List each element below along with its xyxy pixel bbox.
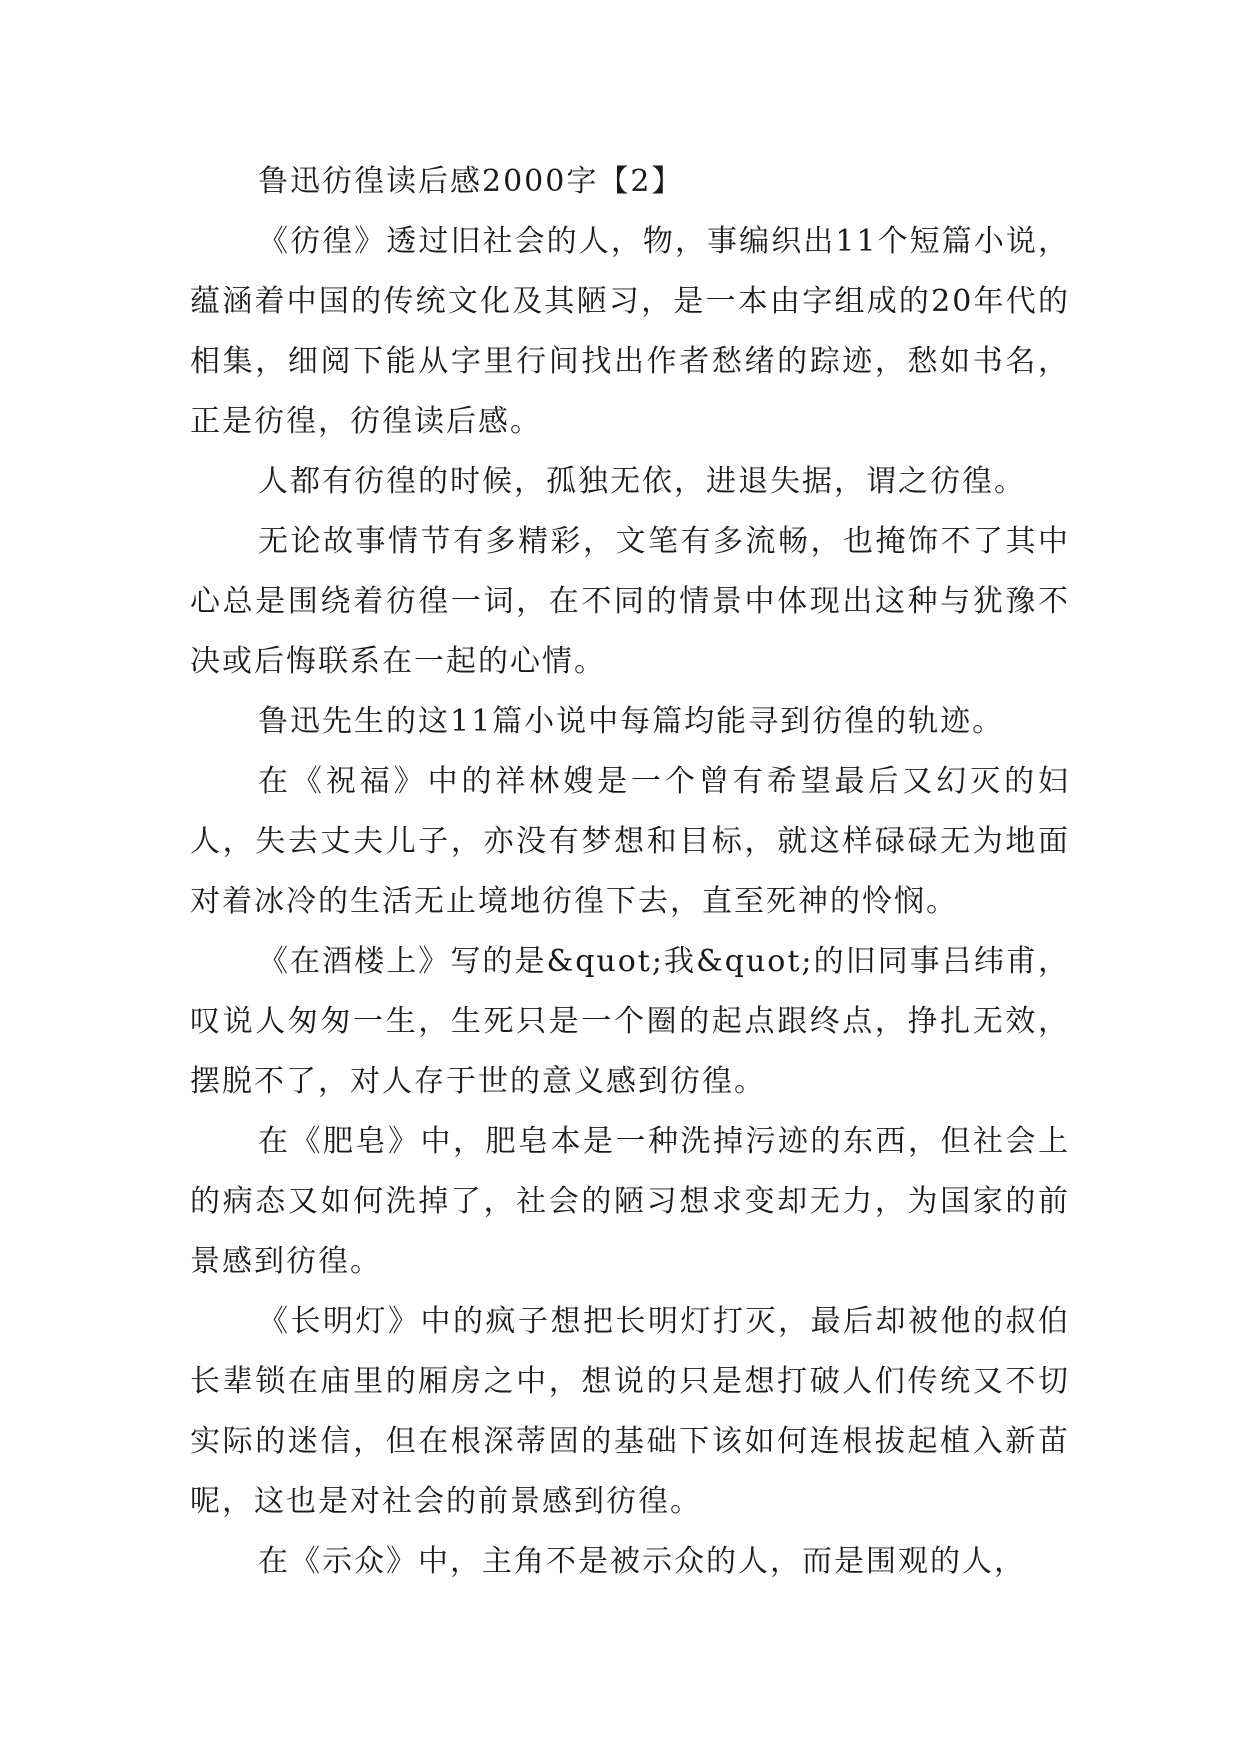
paragraph-overview: 鲁迅先生的这11篇小说中每篇均能寻到彷徨的轨迹。 [258,704,1005,739]
paragraph-zhufu: 在《祝福》中的祥林嫂是一个曾有希望最后又幻灭的妇人，失去丈夫儿子，亦没有梦想和目标，就这样碌碌无为地面对着冰冷的生活无止境地彷徨下去，直至死神的怜悯。 [190,764,1070,919]
paragraph-feizao: 在《肥皂》中，肥皂本是一种洗掉污迹的东西，但社会上的病态又如何洗掉了，社会的陋习想求变却无力，为国家的前景感到彷徨。 [190,1124,1070,1279]
document-body [190,152,1070,1592]
paragraph-changmingdeng: 《长明灯》中的疯子想把长明灯打灭，最后却被他的叔伯长辈锁在庙里的厢房之中，想说的只是想打破人们传统又不切实际的迷信，但在根深蒂固的基础下该如何连根拔起植入新苗呢，这也是对社会的前景感到彷徨。 [190,1304,1070,1519]
paragraph-shizhong: 在《示众》中，主角不是被示众的人，而是围观的人， [258,1544,1026,1579]
document-title: 鲁迅彷徨读后感2000字【2】 [258,164,684,199]
paragraph-theme: 无论故事情节有多精彩，文笔有多流畅，也掩饰不了其中心总是围绕着彷徨一词，在不同的情景中体现出这种与犹豫不决或后悔联系在一起的心情。 [190,524,1070,679]
paragraph-intro: 《彷徨》透过旧社会的人，物，事编织出11个短篇小说，蕴涵着中国的传统文化及其陋习，是一本由字组成的20年代的相集，细阅下能从字里行间找出作者愁绪的踪迹，愁如书名，正是彷徨，彷徨读后感。 [190,224,1070,439]
paragraph-jiulou: 《在酒楼上》写的是&quot;我&quot;的旧同事吕纬甫，叹说人匆匆一生，生死只是一个圈的起点跟终点，挣扎无效，摆脱不了，对人存于世的意义感到彷徨。 [190,944,1070,1099]
paragraph-definition: 人都有彷徨的时候，孤独无依，进退失据，谓之彷徨。 [258,464,1026,499]
